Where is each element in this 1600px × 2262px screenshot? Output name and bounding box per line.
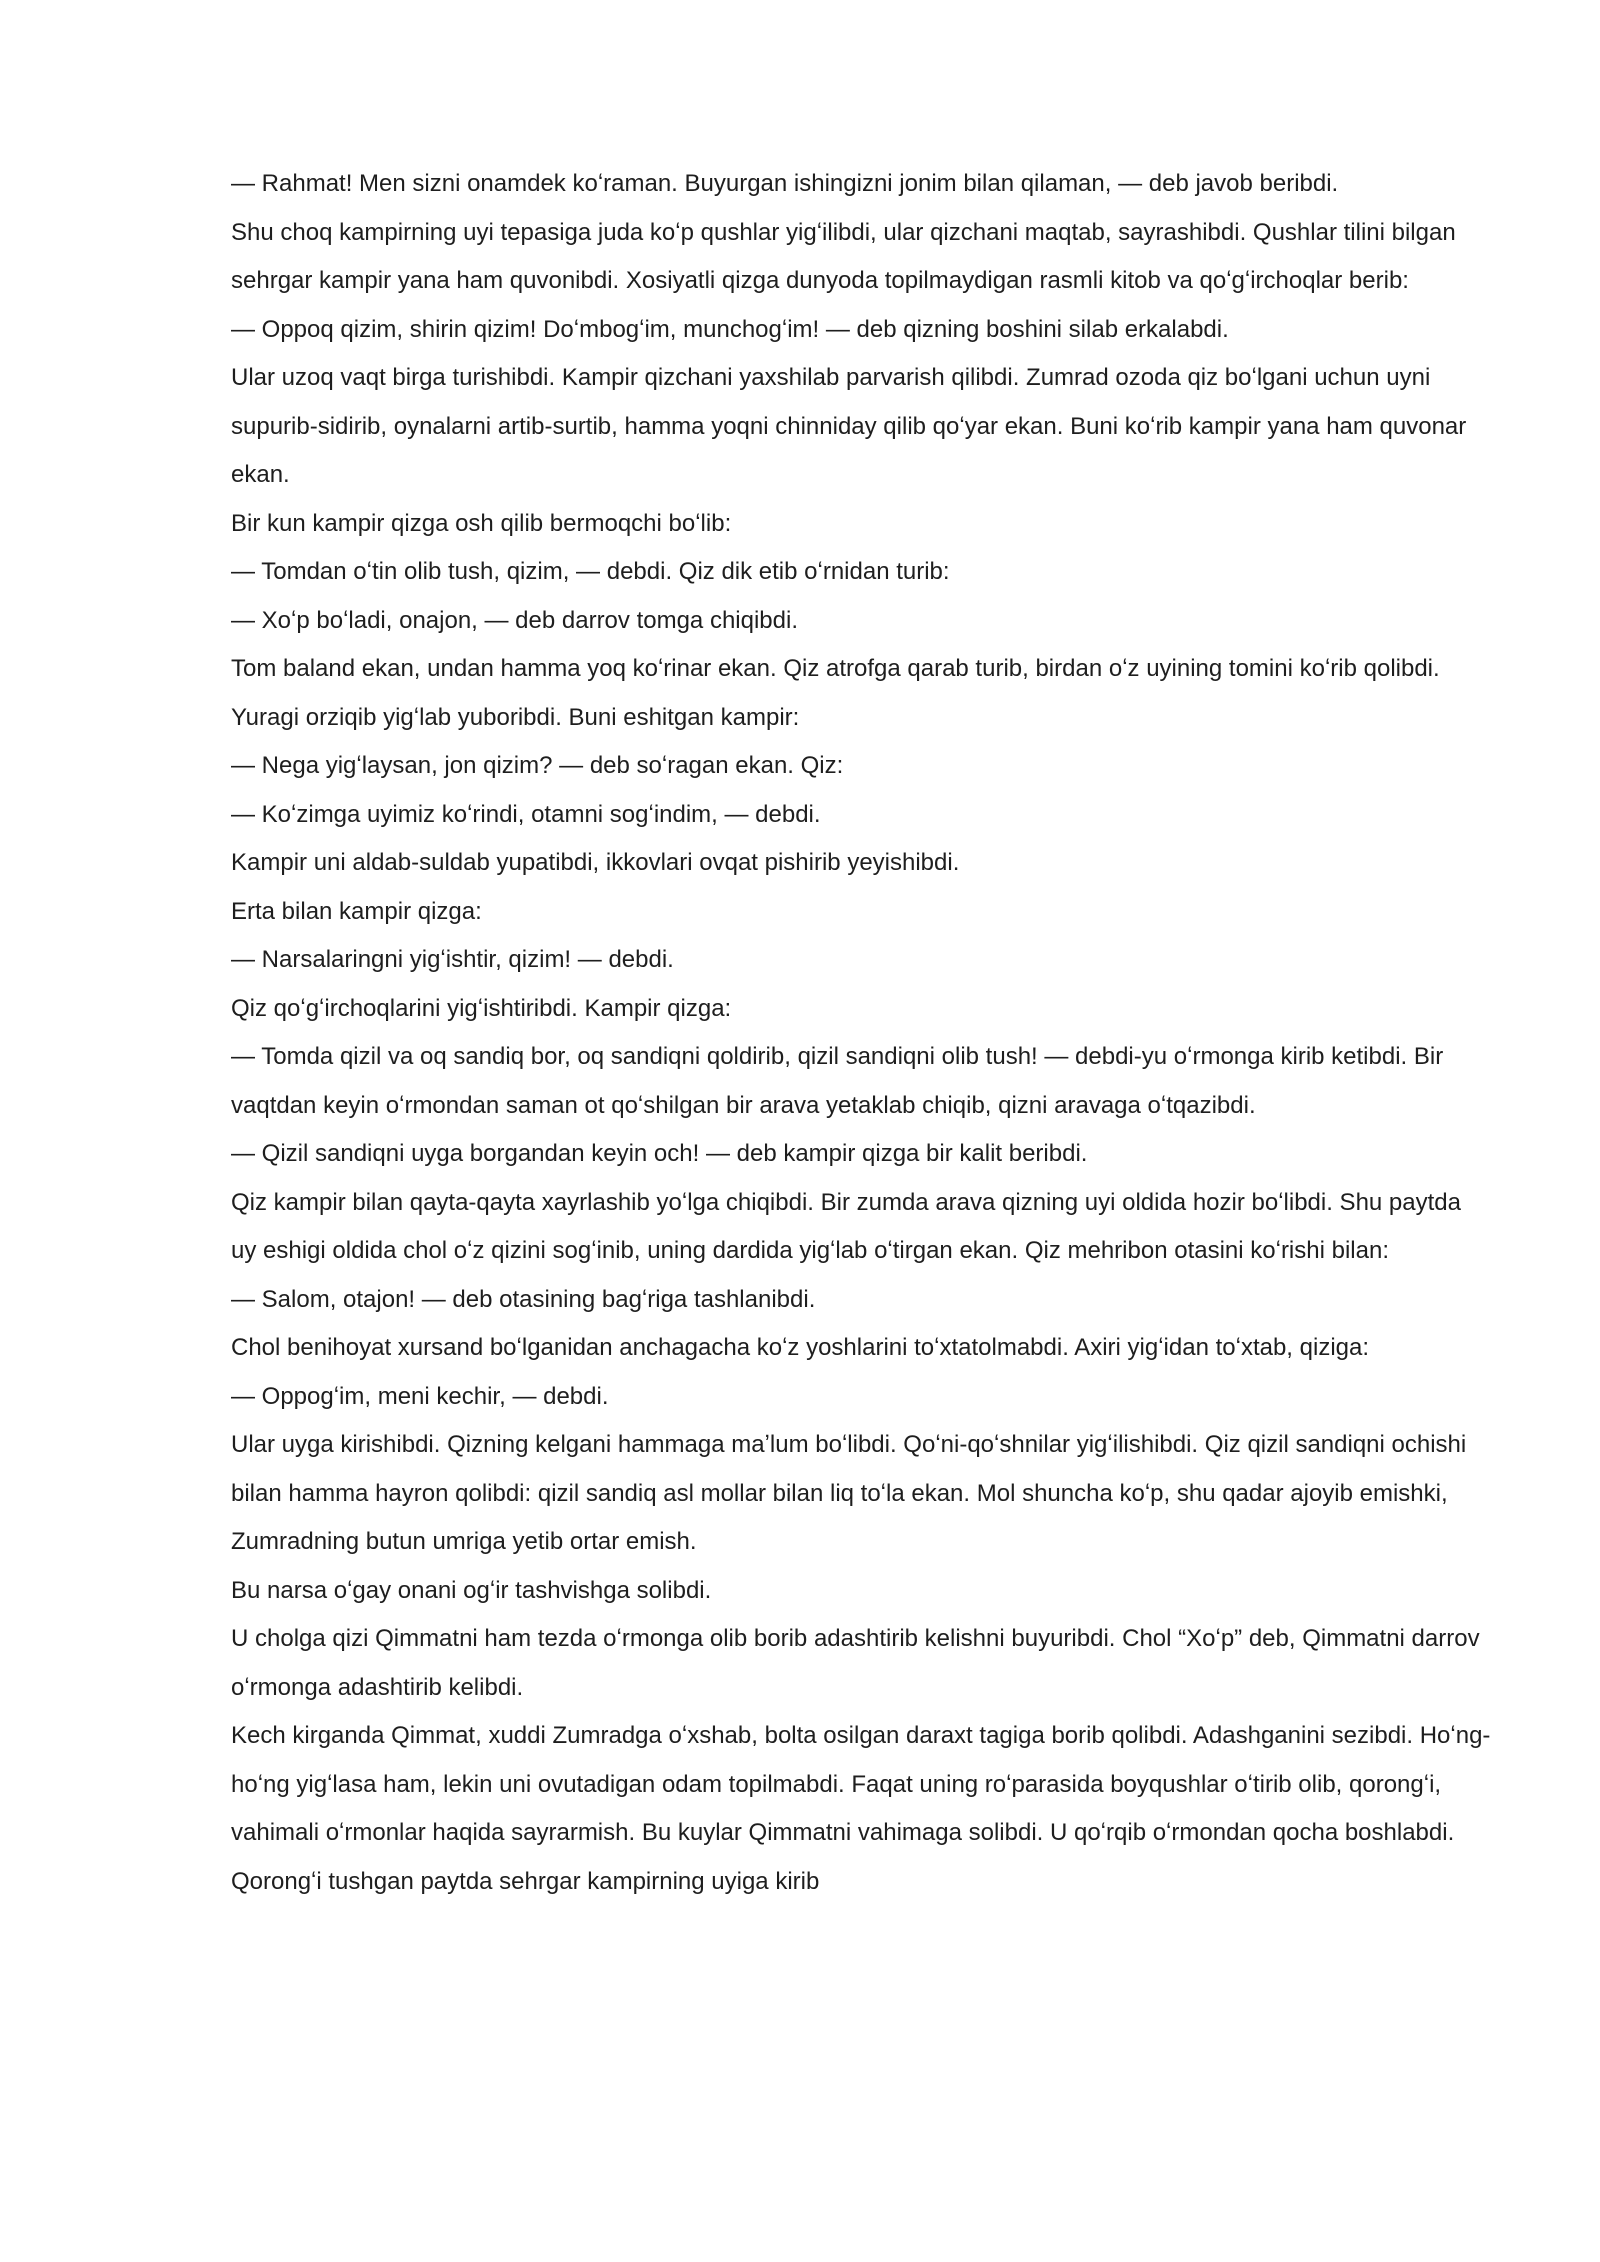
- paragraph: Kech kirganda Qimmat, xuddi Zumradga oʻxshab, bolta osilgan daraxt tagiga borib qolibdi. Adashganini sezibdi. Hoʻng-hoʻng yigʻlasa ham, lekin uni ovutadigan odam topilmabdi. Faqat uning roʻparasida boyqushlar oʻtirib olib, qorongʻi, vahimali oʻrmonlar haqida sayrarmish. Bu kuylar Qimmatni vahimaga solibdi. U qoʻrqib oʻrmondan qocha boshlabdi. Qorongʻi tushgan paytda sehrgar kampirning uyiga kirib: [231, 1722, 1491, 1895]
- paragraph: — Narsalaringni yigʻishtir, qizim! — debdi.: [231, 946, 674, 973]
- paragraph: Bu narsa oʻgay onani ogʻir tashvishga solibdi.: [231, 1576, 712, 1604]
- paragraph: Qiz qoʻgʻirchoqlarini yigʻishtiribdi. Kampir qizga:: [231, 994, 732, 1022]
- paragraph: Qiz kampir bilan qayta-qayta xayrlashib yoʻlga chiqibdi. Bir zumda arava qizning uyi oldida hozir boʻlibdi. Shu paytda uy eshigi oldida chol oʻz qizini sogʻinib, uning dardida yigʻlab oʻtirgan ekan. Qiz mehribon otasini koʻrishi bilan:: [231, 1188, 1461, 1264]
- paragraph: Chol benihoyat xursand boʻlganidan anchagacha koʻz yoshlarini toʻxtatolmabdi. Axiri yigʻidan toʻxtab, qiziga:: [231, 1334, 1370, 1361]
- paragraph: Tom baland ekan, undan hamma yoq koʻrinar ekan. Qiz atrofga qarab turib, birdan oʻz uyining tomini koʻrib qolibdi. Yuragi orziqib yigʻlab yuboribdi. Buni eshitgan kampir:: [231, 655, 1440, 731]
- paragraph: — Nega yigʻlaysan, jon qizim? — deb soʻragan ekan. Qiz:: [231, 752, 844, 779]
- paragraph: — Tomdan oʻtin olib tush, qizim, — debdi. Qiz dik etib oʻrnidan turib:: [231, 558, 950, 585]
- paragraph: Ular uzoq vaqt birga turishibdi. Kampir qizchani yaxshilab parvarish qilibdi. Zumrad ozoda qiz boʻlgani uchun uyni supurib-sidirib, oynalarni artib-surtib, hamma yoqni chinniday qilib qoʻyar ekan. Buni koʻrib kampir yana ham quvonar ekan.: [231, 364, 1467, 488]
- paragraph: — Xoʻp boʻladi, onajon, — deb darrov tomga chiqibdi.: [231, 606, 798, 634]
- document-body: [231, 160, 1491, 1906]
- paragraph: Bir kun kampir qizga osh qilib bermoqchi boʻlib:: [231, 509, 732, 537]
- paragraph: — Salom, otajon! — deb otasining bagʻriga tashlanibdi.: [231, 1285, 816, 1313]
- paragraph: Erta bilan kampir qizga:: [231, 897, 482, 925]
- paragraph: Ular uyga kirishibdi. Qizning kelgani hammaga maʼlum boʻlibdi. Qoʻni-qoʻshnilar yigʻilishibdi. Qiz qizil sandiqni ochishi bilan hamma hayron qolibdi: qizil sandiq asl mollar bilan liq toʻla ekan. Mol shuncha koʻp, shu qadar ajoyib emishki, Zumradning butun umriga yetib ortar emish.: [231, 1431, 1467, 1555]
- paragraph: Kampir uni aldab-suldab yupatibdi, ikkovlari ovqat pishirib yeyishibdi.: [231, 849, 960, 876]
- paragraph: — Qizil sandiqni uyga borgandan keyin och! — deb kampir qizga bir kalit beribdi.: [231, 1140, 1088, 1167]
- paragraph: Shu choq kampirning uyi tepasiga juda koʻp qushlar yigʻilibdi, ular qizchani maqtab, sayrashibdi. Qushlar tilini bilgan sehrgar kampir yana ham quvonibdi. Xosiyatli qizga dunyoda topilmaydigan rasmli kitob va qoʻgʻirchoqlar berib:: [231, 218, 1456, 294]
- paragraph: — Tomda qizil va oq sandiq bor, oq sandiqni qoldirib, qizil sandiqni olib tush! — debdi-yu oʻrmonga kirib ketibdi. Bir vaqtdan keyin oʻrmondan saman ot qoʻshilgan bir arava yetaklab chiqib, qizni aravaga oʻtqazibdi.: [231, 1043, 1444, 1119]
- paragraph: — Oppogʻim, meni kechir, — debdi.: [231, 1382, 609, 1410]
- paragraph: U cholga qizi Qimmatni ham tezda oʻrmonga olib borib adashtirib kelishni buyuribdi. Chol “Xoʻp” deb, Qimmatni darrov oʻrmonga adashtirib kelibdi.: [231, 1625, 1480, 1701]
- paragraph: — Oppoq qizim, shirin qizim! Doʻmbogʻim, munchogʻim! — deb qizning boshini silab erkalabdi.: [231, 315, 1229, 343]
- paragraph: — Rahmat! Men sizni onamdek koʻraman. Buyurgan ishingizni jonim bilan qilaman, — deb javob beribdi.: [231, 170, 1339, 197]
- paragraph: — Koʻzimga uyimiz koʻrindi, otamni sogʻindim, — debdi.: [231, 800, 821, 828]
